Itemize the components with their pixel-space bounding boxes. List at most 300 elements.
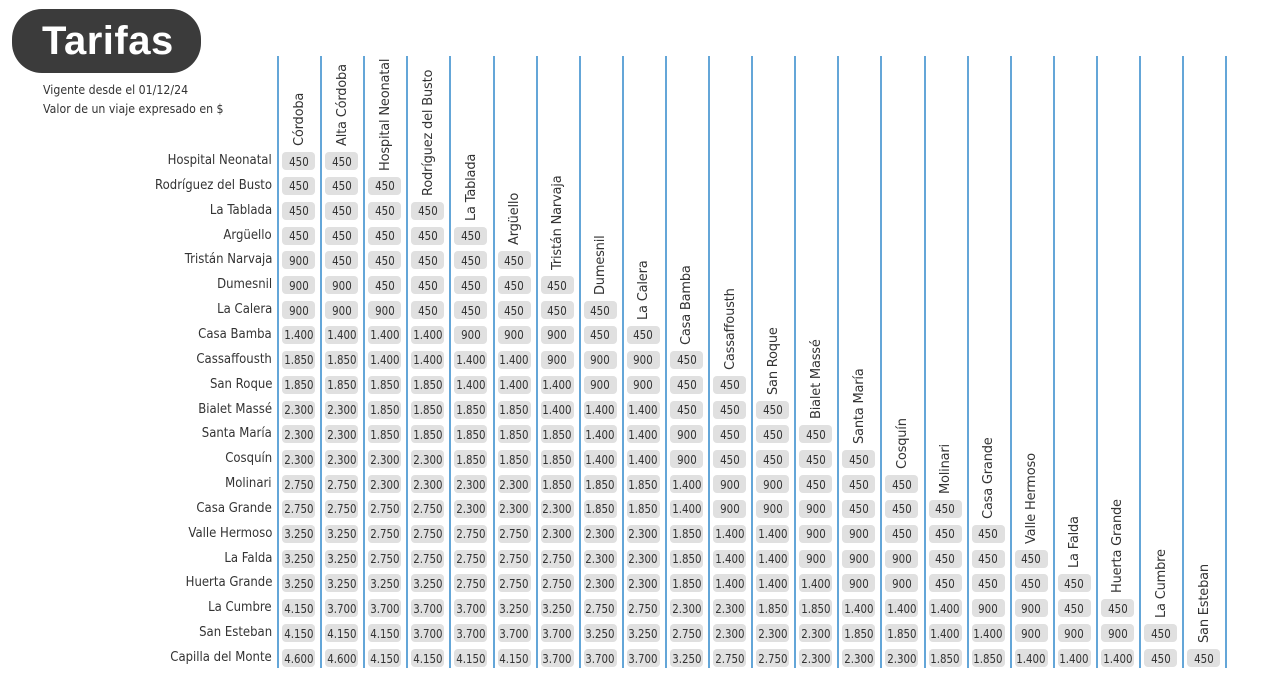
- fare-cell: [627, 525, 660, 543]
- fare-value: 1.400: [714, 526, 745, 542]
- fare-value: 450: [374, 277, 395, 293]
- fare-value: 3.250: [542, 600, 572, 616]
- fare-value: 1.400: [585, 402, 615, 417]
- fare-cell: [670, 599, 703, 617]
- column-separator: [579, 56, 581, 668]
- fare-value: 1.400: [714, 551, 745, 567]
- fare-value: 450: [1021, 551, 1042, 567]
- fare-value: 450: [719, 451, 740, 467]
- fare-value: 1.850: [542, 426, 572, 442]
- fare-value: 1.400: [801, 575, 831, 591]
- fare-value: 900: [633, 377, 654, 393]
- fare-value: 450: [288, 178, 309, 194]
- fare-value: 4.150: [413, 650, 443, 666]
- fare-cell: [713, 450, 746, 468]
- fare-value: 3.700: [628, 650, 659, 666]
- fare-cell: [842, 525, 875, 543]
- fare-cell: [972, 574, 1005, 592]
- fare-cell: [368, 450, 401, 468]
- column-header-label: Bialet Massé: [808, 339, 824, 420]
- fare-cell: [325, 624, 358, 642]
- fare-value: 450: [374, 203, 395, 219]
- column-header-label: Molinari: [938, 443, 954, 494]
- fare-value: 900: [676, 426, 697, 442]
- fare-value: 2.300: [326, 402, 357, 417]
- fare-cell: [411, 251, 444, 269]
- fare-cell: [713, 500, 746, 518]
- fare-value: 450: [676, 402, 697, 417]
- fare-value: 2.750: [499, 551, 529, 567]
- fare-cell: [498, 550, 531, 568]
- fare-cell: [454, 475, 487, 493]
- fare-value: 3.250: [326, 551, 357, 567]
- column-header-label: Casa Bamba: [679, 265, 695, 345]
- fare-cell: [670, 401, 703, 419]
- fare-value: 2.300: [542, 526, 572, 542]
- fare-cell: [670, 500, 703, 518]
- fare-value: 450: [374, 178, 395, 194]
- fare-cell: [282, 624, 315, 642]
- fare-cell: [325, 351, 358, 369]
- fare-cell: [799, 574, 832, 592]
- value-note: Valor de un viaje expresado en $: [43, 101, 224, 116]
- fare-value: 900: [461, 327, 481, 343]
- row-label: Santa María: [202, 426, 272, 442]
- fare-value: 2.300: [801, 625, 831, 641]
- fare-value: 2.300: [283, 402, 314, 417]
- fare-cell: [541, 525, 574, 543]
- fare-value: 450: [461, 228, 481, 244]
- fare-value: 450: [676, 352, 697, 368]
- fare-cell: [325, 574, 358, 592]
- fare-value: 3.700: [542, 625, 572, 641]
- fare-value: 2.750: [456, 551, 486, 567]
- fare-cell: [584, 475, 617, 493]
- fare-cell: [498, 574, 531, 592]
- row-label: Dumesnil: [216, 277, 272, 293]
- fare-cell: [282, 574, 315, 592]
- fare-cell: [411, 376, 444, 394]
- fare-cell: [368, 301, 401, 319]
- column-header-label: Rodríguez del Busto: [420, 69, 436, 196]
- column-separator: [363, 56, 365, 668]
- fare-value: 900: [805, 526, 826, 542]
- fare-cell: [368, 251, 401, 269]
- fare-value: 2.300: [585, 551, 615, 567]
- fare-value: 450: [504, 302, 524, 318]
- fare-value: 1.850: [671, 575, 702, 591]
- fare-cell: [584, 525, 617, 543]
- column-header-label: Córdoba: [291, 92, 307, 146]
- fare-value: 1.400: [1059, 650, 1090, 666]
- fare-value: 1.400: [1102, 650, 1133, 666]
- fare-value: 2.300: [628, 526, 659, 542]
- fare-value: 1.850: [930, 650, 960, 666]
- fare-value: 1.400: [542, 402, 572, 417]
- fare-cell: [842, 450, 875, 468]
- fare-value: 1.850: [628, 476, 659, 492]
- fare-cell: [454, 376, 487, 394]
- fare-value: 900: [676, 451, 697, 467]
- fare-cell: [584, 450, 617, 468]
- fare-value: 900: [504, 327, 524, 343]
- fare-cell: [756, 475, 789, 493]
- column-separator: [751, 56, 753, 668]
- column-separator: [449, 56, 451, 668]
- column-header-label: Dumesnil: [593, 235, 609, 296]
- fare-value: 450: [762, 451, 783, 467]
- column-separator: [406, 56, 408, 668]
- fare-value: 1.400: [326, 327, 357, 343]
- fare-cell: [454, 227, 487, 245]
- fare-cell: [325, 227, 358, 245]
- fare-value: 450: [504, 277, 524, 293]
- fare-cell: [972, 599, 1005, 617]
- fare-cell: [411, 550, 444, 568]
- fare-cell: [1058, 649, 1091, 667]
- fare-value: 1.850: [671, 526, 702, 542]
- fare-cell: [842, 624, 875, 642]
- fare-cell: [584, 301, 617, 319]
- fare-value: 450: [719, 377, 740, 393]
- fare-cell: [541, 649, 574, 667]
- fare-cell: [454, 624, 487, 642]
- fare-cell: [498, 450, 531, 468]
- row-label: Casa Grande: [196, 500, 272, 516]
- fare-cell: [368, 624, 401, 642]
- fare-value: 4.150: [283, 600, 314, 616]
- column-header-label: La Falda: [1067, 516, 1083, 569]
- fare-value: 2.300: [757, 625, 788, 641]
- fare-cell: [584, 401, 617, 419]
- fare-cell: [368, 550, 401, 568]
- fare-cell: [541, 624, 574, 642]
- fare-cell: [584, 425, 617, 443]
- column-separator: [320, 56, 322, 668]
- fare-cell: [411, 500, 444, 518]
- fare-cell: [282, 401, 315, 419]
- fare-value: 2.750: [326, 501, 357, 517]
- fare-value: 1.400: [1016, 650, 1046, 666]
- fare-cell: [1101, 599, 1134, 617]
- fare-value: 1.850: [326, 352, 357, 368]
- fare-cell: [368, 351, 401, 369]
- fare-cell: [670, 450, 703, 468]
- fare-value: 1.850: [283, 352, 314, 368]
- fare-cell: [584, 624, 617, 642]
- column-header-label: Huerta Grande: [1110, 499, 1126, 594]
- column-header-label: Argüello: [507, 193, 523, 246]
- fare-value: 900: [719, 501, 740, 517]
- fare-cell: [972, 525, 1005, 543]
- fare-cell: [368, 649, 401, 667]
- fare-cell: [454, 326, 487, 344]
- fare-cell: [282, 550, 315, 568]
- fare-value: 1.400: [628, 451, 659, 467]
- fare-value: 900: [633, 352, 654, 368]
- fare-value: 2.300: [714, 600, 745, 616]
- fare-cell: [1144, 649, 1177, 667]
- fare-value: 1.850: [628, 501, 659, 517]
- fare-value: 450: [805, 426, 826, 442]
- fare-cell: [282, 251, 315, 269]
- fare-cell: [756, 550, 789, 568]
- column-separator: [794, 56, 796, 668]
- column-separator: [1096, 56, 1098, 668]
- row-label: La Cumbre: [208, 600, 272, 616]
- fare-value: 450: [719, 402, 740, 417]
- fare-cell: [541, 500, 574, 518]
- fare-cell: [670, 550, 703, 568]
- fare-cell: [929, 550, 962, 568]
- fare-value: 3.700: [413, 625, 443, 641]
- fare-cell: [282, 475, 315, 493]
- fare-cell: [368, 227, 401, 245]
- fare-value: 4.600: [326, 650, 357, 666]
- fare-value: 3.250: [283, 526, 314, 542]
- fare-cell: [885, 574, 918, 592]
- fare-value: 2.300: [283, 451, 314, 467]
- fare-value: 2.750: [714, 650, 745, 666]
- fare-cell: [325, 251, 358, 269]
- fare-cell: [411, 425, 444, 443]
- fare-cell: [756, 401, 789, 419]
- fare-cell: [368, 599, 401, 617]
- fare-value: 450: [1193, 650, 1214, 666]
- fare-cell: [584, 500, 617, 518]
- column-separator: [665, 56, 667, 668]
- fare-cell: [799, 550, 832, 568]
- fare-value: 450: [892, 476, 912, 492]
- fare-value: 3.700: [456, 625, 486, 641]
- fare-value: 450: [762, 402, 783, 417]
- fare-cell: [799, 475, 832, 493]
- fare-value: 900: [849, 575, 869, 591]
- fare-value: 1.850: [585, 501, 615, 517]
- fare-value: 1.850: [844, 625, 874, 641]
- fare-cell: [282, 177, 315, 195]
- fare-value: 1.850: [499, 402, 529, 417]
- fare-value: 2.300: [326, 451, 357, 467]
- fare-value: 900: [1064, 625, 1085, 641]
- fare-value: 2.300: [628, 575, 659, 591]
- fare-value: 2.750: [585, 600, 615, 616]
- fare-cell: [1101, 624, 1134, 642]
- fare-value: 900: [762, 501, 783, 517]
- column-header-label: Valle Hermoso: [1024, 452, 1040, 544]
- fare-value: 2.750: [456, 575, 486, 591]
- fare-cell: [454, 276, 487, 294]
- row-label: La Falda: [223, 550, 272, 566]
- fare-value: 900: [547, 352, 567, 368]
- fare-cell: [842, 599, 875, 617]
- fare-cell: [325, 525, 358, 543]
- fare-value: 450: [331, 153, 352, 169]
- fare-value: 1.850: [757, 600, 788, 616]
- fare-cell: [1058, 599, 1091, 617]
- fare-value: 3.250: [628, 625, 659, 641]
- fare-cell: [411, 649, 444, 667]
- fare-value: 1.400: [930, 625, 960, 641]
- column-separator: [837, 56, 839, 668]
- fare-cell: [713, 624, 746, 642]
- fare-value: 3.250: [326, 575, 357, 591]
- fare-cell: [1015, 649, 1048, 667]
- fare-value: 1.400: [283, 327, 314, 343]
- fare-cell: [498, 376, 531, 394]
- column-header-label: Hospital Neonatal: [377, 58, 393, 171]
- column-separator: [924, 56, 926, 668]
- fare-value: 2.750: [370, 551, 400, 567]
- fare-cell: [713, 574, 746, 592]
- fare-value: 450: [849, 501, 869, 517]
- fare-cell: [627, 475, 660, 493]
- fare-cell: [325, 450, 358, 468]
- fare-value: 1.400: [370, 352, 400, 368]
- fare-cell: [885, 599, 918, 617]
- fare-value: 3.250: [326, 526, 357, 542]
- fare-value: 1.850: [456, 426, 486, 442]
- fare-cell: [454, 649, 487, 667]
- fare-cell: [282, 276, 315, 294]
- fare-value: 1.850: [542, 451, 572, 467]
- fare-value: 2.750: [542, 575, 572, 591]
- fare-cell: [756, 599, 789, 617]
- fare-cell: [454, 301, 487, 319]
- fare-value: 1.400: [370, 327, 400, 343]
- fare-value: 450: [1021, 575, 1042, 591]
- fare-value: 900: [590, 352, 611, 368]
- fare-value: 2.300: [887, 650, 917, 666]
- fare-cell: [541, 475, 574, 493]
- fare-cell: [498, 525, 531, 543]
- fare-value: 900: [331, 277, 352, 293]
- fare-value: 450: [418, 252, 438, 268]
- fare-cell: [713, 550, 746, 568]
- fare-value: 2.750: [413, 501, 443, 517]
- fare-cell: [498, 475, 531, 493]
- fare-cell: [929, 574, 962, 592]
- fare-cell: [282, 450, 315, 468]
- fare-value: 1.400: [757, 526, 788, 542]
- fare-cell: [541, 574, 574, 592]
- fare-cell: [454, 525, 487, 543]
- fare-value: 1.400: [887, 600, 917, 616]
- fare-cell: [541, 425, 574, 443]
- fare-cell: [325, 301, 358, 319]
- fare-cell: [713, 475, 746, 493]
- row-label: Molinari: [225, 476, 272, 492]
- row-label: La Calera: [216, 302, 272, 318]
- fare-cell: [325, 599, 358, 617]
- fare-value: 1.400: [671, 476, 702, 492]
- fare-cell: [584, 326, 617, 344]
- fare-value: 1.400: [413, 352, 443, 368]
- fare-value: 1.850: [542, 476, 572, 492]
- fare-cell: [627, 599, 660, 617]
- column-separator: [880, 56, 882, 668]
- fare-cell: [1058, 574, 1091, 592]
- fare-value: 4.150: [326, 625, 357, 641]
- fare-cell: [411, 475, 444, 493]
- row-label: La Tablada: [209, 202, 272, 218]
- row-label: San Roque: [209, 376, 272, 392]
- fare-value: 900: [1021, 625, 1042, 641]
- fare-cell: [368, 401, 401, 419]
- fare-value: 2.750: [456, 526, 486, 542]
- fare-value: 450: [461, 277, 481, 293]
- fare-cell: [325, 500, 358, 518]
- fare-cell: [713, 649, 746, 667]
- fare-cell: [885, 525, 918, 543]
- fare-cell: [799, 624, 832, 642]
- fare-value: 450: [1064, 600, 1085, 616]
- fare-cell: [713, 401, 746, 419]
- row-label: Cassaffousth: [196, 351, 272, 367]
- column-separator: [536, 56, 538, 668]
- fare-cell: [670, 624, 703, 642]
- fare-value: 2.300: [628, 551, 659, 567]
- fare-value: 900: [288, 252, 309, 268]
- fare-cell: [411, 202, 444, 220]
- fare-cell: [368, 326, 401, 344]
- fare-cell: [929, 599, 962, 617]
- fare-value: 450: [374, 228, 395, 244]
- fare-cell: [541, 401, 574, 419]
- fare-value: 2.300: [671, 600, 702, 616]
- fare-value: 1.850: [413, 426, 443, 442]
- fare-cell: [411, 301, 444, 319]
- fare-value: 1.400: [714, 575, 745, 591]
- fare-cell: [756, 649, 789, 667]
- fare-value: 2.300: [413, 451, 443, 467]
- fare-value: 450: [892, 501, 912, 517]
- fare-value: 3.700: [370, 600, 400, 616]
- fare-value: 2.300: [714, 625, 745, 641]
- validity-note: Vigente desde el 01/12/24: [43, 82, 189, 97]
- fare-value: 450: [849, 451, 869, 467]
- column-separator: [967, 56, 969, 668]
- fare-cell: [282, 301, 315, 319]
- fare-cell: [325, 475, 358, 493]
- fare-cell: [282, 351, 315, 369]
- fare-cell: [756, 525, 789, 543]
- fare-value: 2.300: [542, 501, 572, 517]
- fare-value: 450: [547, 277, 567, 293]
- fare-value: 450: [849, 476, 869, 492]
- fare-cell: [799, 525, 832, 543]
- fare-value: 4.150: [370, 650, 400, 666]
- fare-value: 2.300: [413, 476, 443, 492]
- column-separator: [1139, 56, 1141, 668]
- fare-value: 450: [288, 203, 309, 219]
- fare-value: 900: [762, 476, 783, 492]
- fare-value: 1.400: [844, 600, 874, 616]
- fare-cell: [756, 624, 789, 642]
- fare-value: 900: [288, 277, 309, 293]
- fare-value: 1.850: [283, 377, 314, 393]
- fare-value: 450: [418, 203, 438, 219]
- fare-cell: [756, 425, 789, 443]
- fare-cell: [282, 152, 315, 170]
- fare-cell: [411, 624, 444, 642]
- fare-cell: [454, 550, 487, 568]
- fare-cell: [454, 500, 487, 518]
- column-separator: [708, 56, 710, 668]
- fare-cell: [454, 450, 487, 468]
- fare-cell: [670, 574, 703, 592]
- fare-cell: [1015, 550, 1048, 568]
